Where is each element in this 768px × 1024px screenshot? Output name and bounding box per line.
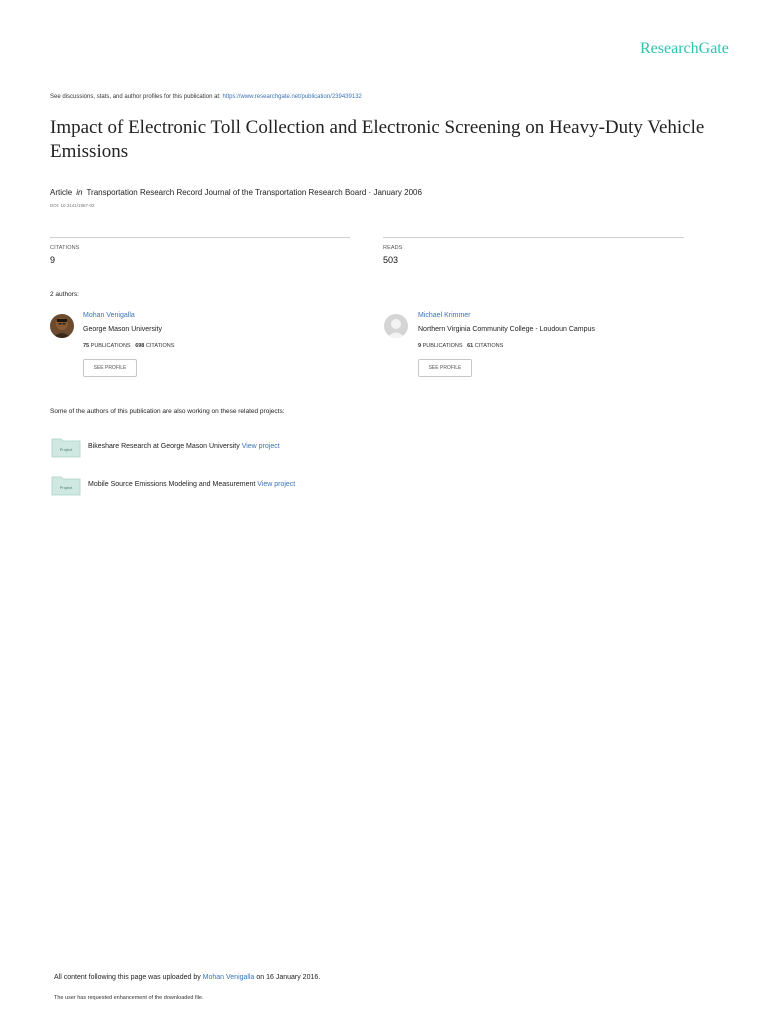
project-icon-label: Project [59,447,73,452]
citations-label: CITATIONS [50,245,80,251]
citations-count: 9 [50,255,56,265]
project-icon-label: Project [59,485,73,490]
avatar[interactable] [50,314,74,338]
project-title: Bikeshare Research at George Mason University [88,443,242,450]
in-label: in [76,188,83,197]
reads-label: READS [383,245,403,251]
publications-count: 75 [83,343,90,349]
author-affiliation: George Mason University [83,326,162,333]
upload-suffix: on 16 January 2016. [254,974,321,981]
divider [50,237,350,238]
author-name-link[interactable]: Mohan Venigalla [83,312,135,319]
author-affiliation: Northern Virginia Community College - Loudoun Campus [418,326,595,333]
author-stats [418,343,503,349]
publication-meta [50,188,422,197]
publication-title: Impact of Electronic Toll Collection and Electronic Screening on Heavy-Duty Vehicle Emissions [50,117,705,162]
project-folder-icon [51,436,81,456]
publications-label: PUBLICATIONS [422,343,463,349]
author-stats [83,343,174,349]
publications-count: 9 [418,343,422,349]
related-projects-heading: Some of the authors of this publication are also working on these related projects: [50,408,285,415]
view-project-link[interactable]: View project [257,481,296,488]
project-item [88,443,280,450]
citations-count: 698 [135,343,145,349]
citations-label: CITATIONS [474,343,504,349]
project-item [88,481,295,488]
author-name-link[interactable]: Michael Krimmer [418,312,471,319]
citations-count: 61 [467,343,474,349]
divider [383,237,684,238]
uploader-link[interactable]: Mohan Venigalla [202,974,255,981]
journal-name: Transportation Research Record Journal of the Transportation Research Board [86,188,367,197]
enhancement-note: The user has requested enhancement of the downloaded file. [54,995,204,1001]
see-profile-button[interactable]: SEE PROFILE [418,359,472,377]
view-project-link[interactable]: View project [241,443,280,450]
authors-heading: 2 authors: [50,291,79,298]
upload-prefix: All content following this page was uploaded by [54,974,203,981]
publication-date: · January 2006 [366,188,422,197]
reads-count: 503 [383,255,399,265]
upload-note [54,974,320,981]
citations-label: CITATIONS [145,343,175,349]
project-folder-icon [51,474,81,494]
researchgate-logo[interactable]: ResearchGate [640,40,729,57]
avatar[interactable] [384,314,408,338]
publication-url-link[interactable]: https://www.researchgate.net/publication/239439132 [222,94,362,100]
article-type: Article [50,188,73,197]
see-profile-button[interactable]: SEE PROFILE [83,359,137,377]
publications-label: PUBLICATIONS [90,343,131,349]
doi: DOI: 10.3141/1987-02 [50,203,95,208]
discussions-line [50,94,362,100]
discussions-prefix: See discussions, stats, and author profiles for this publication at: [50,94,223,100]
project-title: Mobile Source Emissions Modeling and Measurement [88,481,258,488]
